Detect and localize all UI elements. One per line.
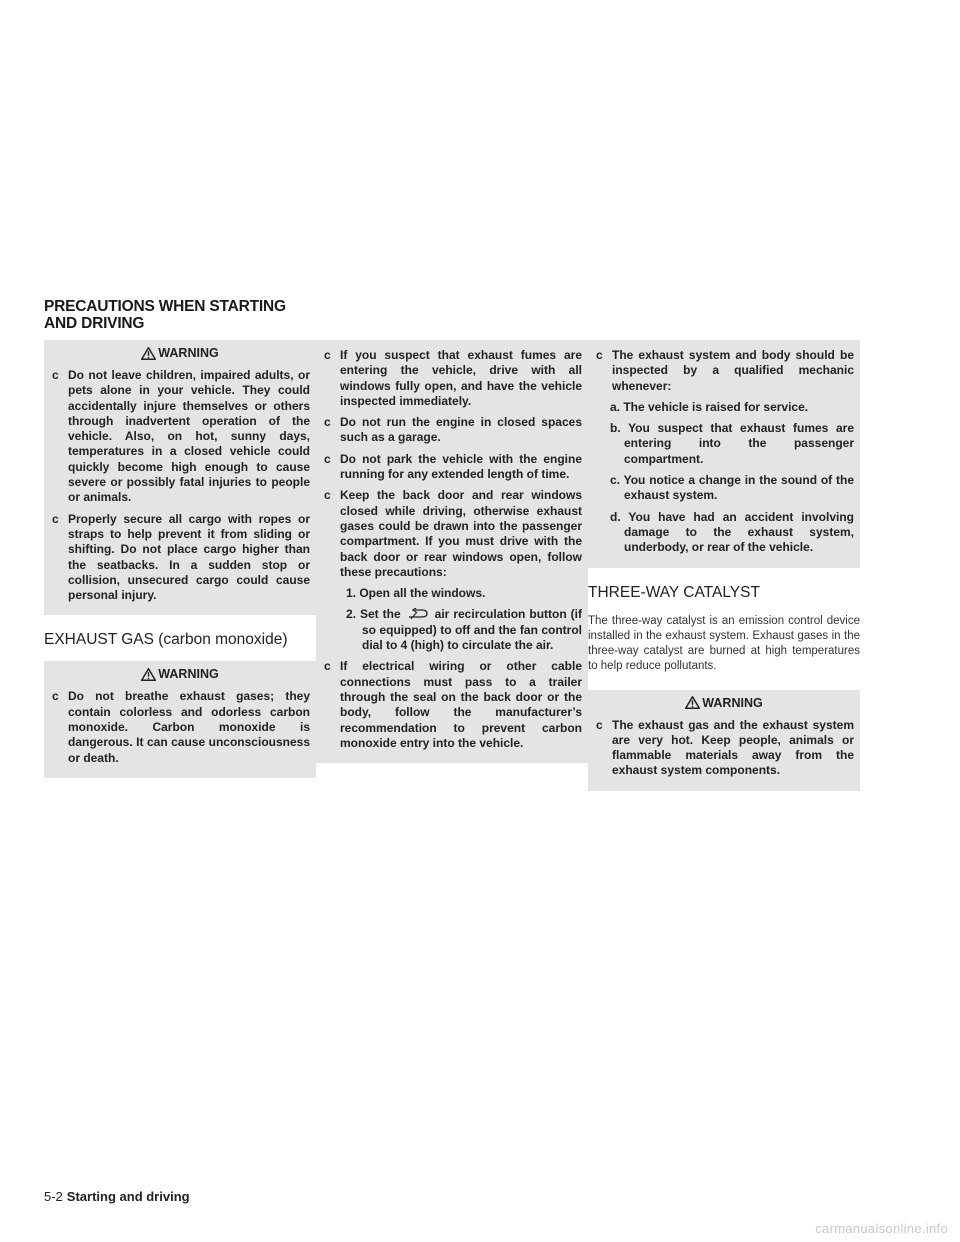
list-item: c Do not park the vehicle with the engine running for any extended length of time. [324, 451, 582, 482]
column-1 [44, 340, 316, 778]
warning-header [594, 694, 854, 718]
warning-header [50, 665, 310, 689]
warning-box-exhaust-gas [44, 661, 316, 777]
list-item: c If you suspect that exhaust fumes are entering the vehicle, drive with all windows fully open, and have the vehicle inspected immediately. [324, 348, 582, 408]
list-item: c Do not breathe exhaust gases; they contain colorless and odorless carbon monoxide. Carbon monoxide is dangerous. It can cause unconsciousness or death. [52, 689, 310, 765]
list-step: 1. Open all the windows. [346, 586, 486, 601]
list-sub-item: a. The vehicle is raised for service. [610, 399, 809, 414]
watermark: carmanualsonline.info [815, 1221, 948, 1236]
warning-label: WARNING [158, 346, 219, 360]
warning-box-catalyst [588, 690, 860, 791]
page-footer [44, 1189, 190, 1204]
list-item: c Do not leave children, impaired adults, or pets alone in your vehicle. They could accidentally injure themselves or others through inadvertent operation of the vehicle. Also, on hot, sunny days, temperatures in a closed vehicle could quickly become high enough to cause severe or possibly fatal injuries to people or animals. [52, 368, 310, 505]
list-sub-item: b. You suspect that exhaust fumes are entering into the passenger compartment. [610, 421, 854, 466]
warning-box-exhaust-continued [316, 340, 588, 763]
list-item: c The exhaust gas and the exhaust system are very hot. Keep people, animals or flammable materials away from the exhaust system components. [596, 717, 854, 778]
list-sub-item: c. You notice a change in the sound of the exhaust system. [610, 473, 854, 503]
list-item: c The exhaust system and body should be inspected by a qualified mechanic whenever: [596, 348, 854, 393]
list-item: c If electrical wiring or other cable connections must pass to a trailer through the seal on the back door or the body, follow the manufacturer’s recommendation to prevent carbon monoxide entry into the vehicle. [324, 659, 582, 750]
list-item: c Do not run the engine in closed spaces such as a garage. [324, 415, 582, 445]
air-recirculation-icon [407, 608, 429, 620]
heading-three-way-catalyst: THREE-WAY CATALYST [588, 583, 760, 601]
chapter-name: Starting and driving [66, 1189, 190, 1204]
column-2 [316, 340, 588, 763]
section-title [44, 298, 286, 332]
warning-triangle-icon [141, 668, 156, 681]
section-title-line1: PRECAUTIONS WHEN STARTING [44, 298, 286, 315]
warning-triangle-icon [685, 696, 700, 709]
warning-triangle-icon [141, 347, 156, 360]
list-sub-item: d. You have had an accident involving damage to the exhaust system, underbody, or rear of the vehicle. [610, 509, 854, 555]
warning-header [50, 344, 310, 368]
list-item: c Properly secure all cargo with ropes or straps to help prevent it from sliding or shifting. Do not place cargo higher than the seatbacks. In a sudden stop or collision, unsecured cargo could cause personal injury. [52, 511, 310, 603]
heading-exhaust-gas: EXHAUST GAS (carbon monoxide) [44, 631, 288, 649]
warning-box-children-cargo [44, 340, 316, 615]
warning-box-exhaust-inspection [588, 340, 860, 568]
list-step: 2. Set the air recirculation button (if so equipped) to off and the fan control dial to 4 (high) to circulate the air. [346, 607, 582, 653]
warning-label: WARNING [702, 695, 763, 710]
section-title-line2: AND DRIVING [44, 315, 145, 332]
list-item: c Keep the back door and rear windows closed while driving, otherwise exhaust gases could be drawn into the passenger compartment. If you must drive with the back door or rear windows open, follow these precautions: [324, 488, 582, 579]
column-3 [588, 340, 860, 791]
body-paragraph: The three-way catalyst is an emission control device installed in the exhaust system. Exhaust gases in the three-way catalyst are burned at high temperatures to help reduce pollutants. [588, 614, 860, 672]
warning-label: WARNING [158, 667, 219, 682]
page-number: 5-2 [44, 1189, 63, 1204]
